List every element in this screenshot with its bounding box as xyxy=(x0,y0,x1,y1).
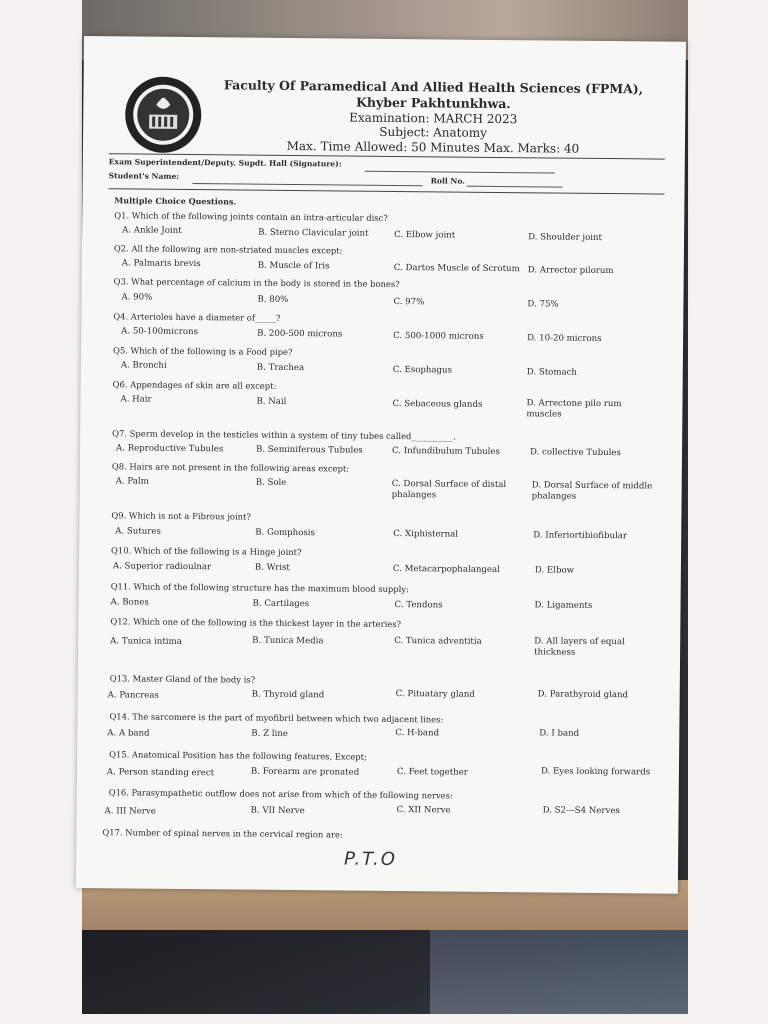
option-d: D. Parathyroid gland xyxy=(537,689,629,701)
option-d: D. Ligaments xyxy=(534,600,593,611)
option-d: D. 10-20 microns xyxy=(527,333,602,344)
option-a: A. Palmaris brevis xyxy=(121,258,201,270)
question-text: Q3. What percentage of calcium in the body is stored in the bones? xyxy=(113,276,400,290)
roll-no-label: Roll No. xyxy=(430,176,465,186)
option-b: B. VII Nerve xyxy=(250,805,305,817)
option-d: D. Inferiortibiofibular xyxy=(533,530,628,542)
option-c: C. Esophagus xyxy=(392,364,453,376)
header-time-marks: Max. Time Allowed: 50 Minutes Max. Marks: 40 xyxy=(286,138,580,156)
question-text: Q6. Appendages of skin are all except: xyxy=(112,379,277,391)
option-b: B. Sterno Clavicular joint xyxy=(258,227,369,239)
option-c: C. Tendons xyxy=(394,600,443,611)
option-a: A. Hair xyxy=(120,394,152,405)
option-a: A. Reproductive Tubules xyxy=(115,443,224,455)
question-text: Q17. Number of spinal nerves in the cervical region are: xyxy=(102,827,343,840)
option-a: A. Bones xyxy=(110,597,149,608)
option-b: B. Gomphosis xyxy=(255,527,316,539)
question-text: Q13. Master Gland of the body is? xyxy=(109,673,256,685)
option-d: D. collective Tubules xyxy=(529,447,621,459)
option-c: C. Elbow joint xyxy=(394,229,456,241)
section-title: Multiple Choice Questions. xyxy=(114,195,237,207)
option-d: D. Arrector pilorum xyxy=(527,265,614,277)
option-c: C. Infundibulum Tubules xyxy=(391,445,500,458)
question-text: Q9. Which is not a Fibrous joint? xyxy=(111,510,251,522)
option-c: C. Dartos Muscle of Scrotum xyxy=(393,262,520,275)
fpma-seal-icon xyxy=(123,74,204,155)
photo-floor-light xyxy=(430,930,688,1014)
header-province: Khyber Pakhtunkhwa. xyxy=(355,94,511,112)
option-b: B. Muscle of Iris xyxy=(257,260,330,272)
option-d: D. S2---S4 Nerves xyxy=(542,805,620,817)
divider xyxy=(109,188,665,194)
header-examination: Examination: MARCH 2023 xyxy=(349,110,518,127)
option-b: B. Thyroid gland xyxy=(251,689,325,701)
option-b: B. Trachea xyxy=(256,362,305,374)
option-b: B. Wrist xyxy=(254,562,290,574)
option-d: D. Eyes looking forwards xyxy=(540,766,651,778)
option-a: A. Pancreas xyxy=(107,690,159,701)
option-c: C. Dorsal Surface of distal phalanges xyxy=(391,478,507,501)
option-c: C. Xiphisternal xyxy=(393,528,459,540)
option-d: D. Arrectone pilo rum muscles xyxy=(526,398,622,420)
header-subject: Subject: Anatomy xyxy=(379,124,487,140)
question-text: Q11. Which of the following structure has the maximum blood supply: xyxy=(110,581,409,595)
question-text: Q4. Arterioles have a diameter of_____? xyxy=(113,311,281,323)
option-b: B. Forearm are pronated xyxy=(250,766,360,778)
option-c: C. Pituatary gland xyxy=(395,689,475,700)
question-text: Q7. Sperm develop in the testicles within a system of tiny tubes called__________. xyxy=(112,428,457,442)
option-c: C. 500-1000 microns xyxy=(393,330,484,342)
option-d: D. Dorsal Surface of middle phalanges xyxy=(531,480,653,502)
option-a: A. Ankle Joint xyxy=(122,225,182,236)
superintendent-label: Exam Superintendent/Deputy. Supdt. Hall (Signature): xyxy=(108,157,342,169)
option-a: A. Tunica intima xyxy=(110,636,182,647)
signature-line xyxy=(365,171,555,174)
option-a: A. Sutures xyxy=(115,526,161,537)
option-b: B. Seminiferous Tubules xyxy=(255,444,363,456)
question-text: Q15. Anatomical Position has the following features, Except; xyxy=(109,749,367,762)
option-d: D. 75% xyxy=(527,299,559,310)
option-a: A. 90% xyxy=(121,292,153,303)
roll-no-line xyxy=(467,186,563,188)
option-b: B. 200-500 microns xyxy=(257,328,343,340)
question-text: Q14. The sarcomere is the part of myofibril between which two adjacent lines: xyxy=(109,711,444,725)
exam-paper xyxy=(76,36,686,894)
option-b: B. Z line xyxy=(251,728,288,739)
header-faculty: Faculty Of Paramedical And Allied Health Sciences (FPMA), xyxy=(223,77,644,97)
option-c: C. XII Nerve xyxy=(396,805,451,816)
option-d: D. All layers of equal thickness xyxy=(534,636,625,658)
option-a: A. III Nerve xyxy=(104,806,156,817)
option-c: C. 97% xyxy=(393,296,425,308)
question-text: Q16. Parasympathetic outflow does not arise from which of the following nerves: xyxy=(108,787,453,801)
option-b: B. Cartilages xyxy=(252,598,310,610)
option-c: C. H-band xyxy=(395,728,440,739)
option-b: B. Nail xyxy=(256,396,287,407)
option-d: D. Shoulder joint xyxy=(528,232,603,243)
option-a: A. 50-100microns xyxy=(121,326,199,338)
question-text: Q12. Which one of the following is the thickest layer in the arteries? xyxy=(110,616,402,630)
option-c: C. Metacarpophalangeal xyxy=(392,563,500,576)
option-b: B. 80% xyxy=(257,294,289,305)
option-c: C. Feet together xyxy=(396,767,468,778)
question-text: Q2. All the following are non-striated muscles except: xyxy=(113,243,343,256)
student-name-label: Student's Name: xyxy=(108,171,180,181)
question-text: Q5. Which of the following is a Food pipe? xyxy=(112,345,293,358)
option-c: C. Tunica adventitia xyxy=(394,636,482,647)
option-d: D. I band xyxy=(539,728,580,739)
question-text: Q10. Which of the following is a Hinge joint? xyxy=(111,545,302,558)
option-a: A. A band xyxy=(107,728,150,739)
student-name-line xyxy=(193,183,423,186)
question-text: Q8. Hairs are not present in the following areas except: xyxy=(111,461,350,474)
option-c: C. Sebaceous glands xyxy=(392,398,483,410)
option-a: A. Person standing erect xyxy=(106,767,215,779)
option-a: A. Palm xyxy=(115,476,149,487)
option-b: B. Sole xyxy=(255,477,287,488)
option-a: A. Bronchi xyxy=(120,360,167,371)
option-d: D. Elbow xyxy=(534,565,575,576)
option-b: B. Tunica Media xyxy=(252,635,324,647)
question-text: Q1. Which of the following joints contain an intra-articular disc? xyxy=(114,210,388,223)
option-d: D. Stomach xyxy=(526,367,578,378)
option-a: A. Superior radioulnar xyxy=(112,561,212,573)
handwritten-note: P.T.O xyxy=(344,848,398,871)
